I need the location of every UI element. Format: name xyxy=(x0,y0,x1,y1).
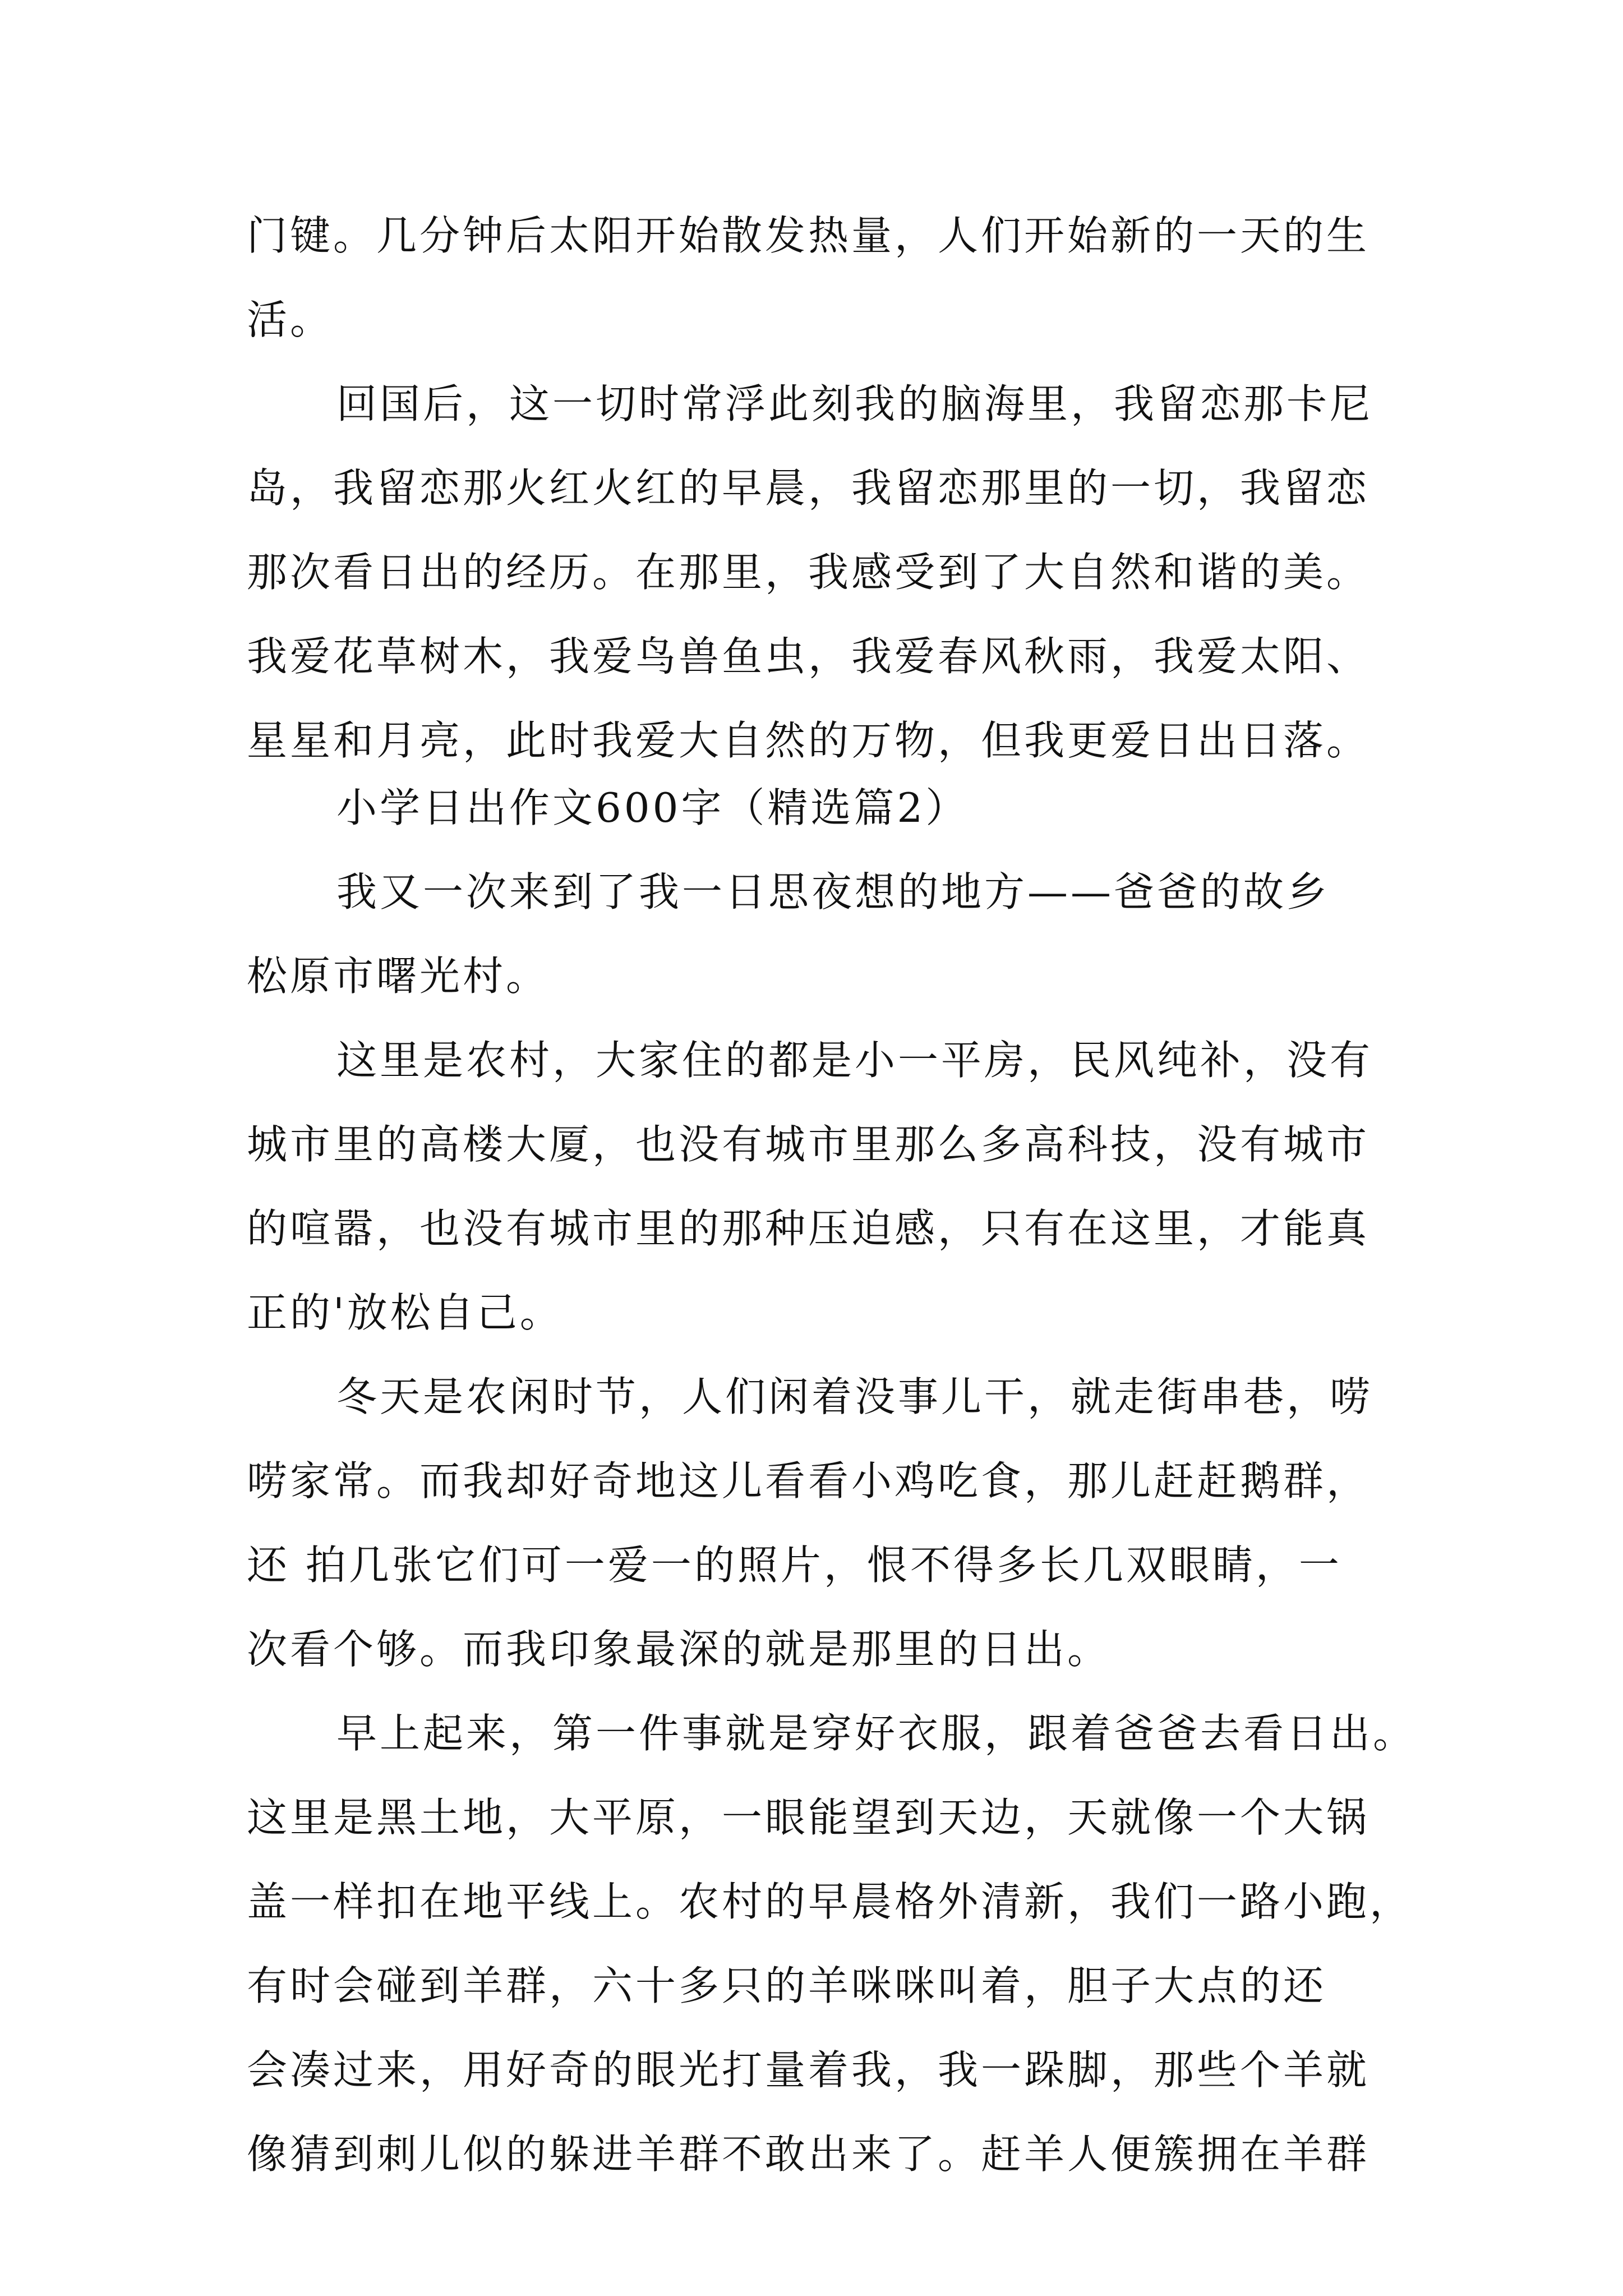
text-line: 城市里的高楼大厦，也没有城市里那么多高科技，没有城市 xyxy=(247,1121,1370,1168)
text-line: 岛，我留恋那火红火红的早晨，我留恋那里的一切，我留恋 xyxy=(247,464,1370,512)
text-line: 正的'放松自己。 xyxy=(247,1289,563,1336)
text-line: 门键。几分钟后太阳开始散发热量，人们开始新的一天的生 xyxy=(247,212,1370,259)
text-line: 松原市曙光村。 xyxy=(247,953,550,1000)
paragraph-first-line: 冬天是农闲时节，人们闲着没事儿干，就走街串巷，唠 xyxy=(336,1373,1373,1420)
paragraph-first-line: 早上起来，第一件事就是穿好衣服，跟着爸爸去看日出。 xyxy=(336,1710,1417,1757)
text-line: 星星和月亮，此时我爱大自然的万物，但我更爱日出日落。 xyxy=(247,717,1370,764)
text-line: 的喧嚣，也没有城市里的那种压迫感，只有在这里，才能真 xyxy=(247,1205,1370,1252)
text-line: 次看个够。而我印象最深的就是那里的日出。 xyxy=(247,1626,1111,1673)
text-line: 那次看日出的经历。在那里，我感受到了大自然和谐的美。 xyxy=(247,549,1370,596)
text-line: 会凑过来，用好奇的眼光打量着我，我一跺脚，那些个羊就 xyxy=(247,2046,1370,2093)
text-line: 这里是黑土地，大平原，一眼能望到天边，天就像一个大锅 xyxy=(247,1794,1370,1841)
section-heading: 小学日出作文600字（精选篇2） xyxy=(336,784,969,831)
text-line: 有时会碰到羊群，六十多只的羊咪咪叫着，胆子大点的还 xyxy=(247,1962,1327,2009)
text-line: 还 拍几张它们可一爱一的照片，恨不得多长几双眼睛，一 xyxy=(247,1542,1342,1589)
paragraph-first-line: 回国后，这一切时常浮此刻我的脑海里，我留恋那卡尼 xyxy=(336,380,1373,427)
text-line: 盖一样扣在地平线上。农村的早晨格外清新，我们一路小跑， xyxy=(247,1878,1413,1925)
text-line: 我爱花草树木，我爱鸟兽鱼虫，我爱春风秋雨，我爱太阳、 xyxy=(247,633,1370,680)
text-line: 唠家常。而我却好奇地这儿看看小鸡吃食，那儿赶赶鹅群， xyxy=(247,1457,1370,1504)
paragraph-first-line: 这里是农村，大家住的都是小一平房，民风纯补，没有 xyxy=(336,1037,1373,1084)
text-line: 像猜到刺儿似的躲进羊群不敢出来了。赶羊人便簇拥在羊群 xyxy=(247,2131,1370,2178)
text-line: 活。 xyxy=(247,296,334,343)
paragraph-first-line: 我又一次来到了我一日思夜想的地方——爸爸的故乡 xyxy=(336,868,1330,915)
